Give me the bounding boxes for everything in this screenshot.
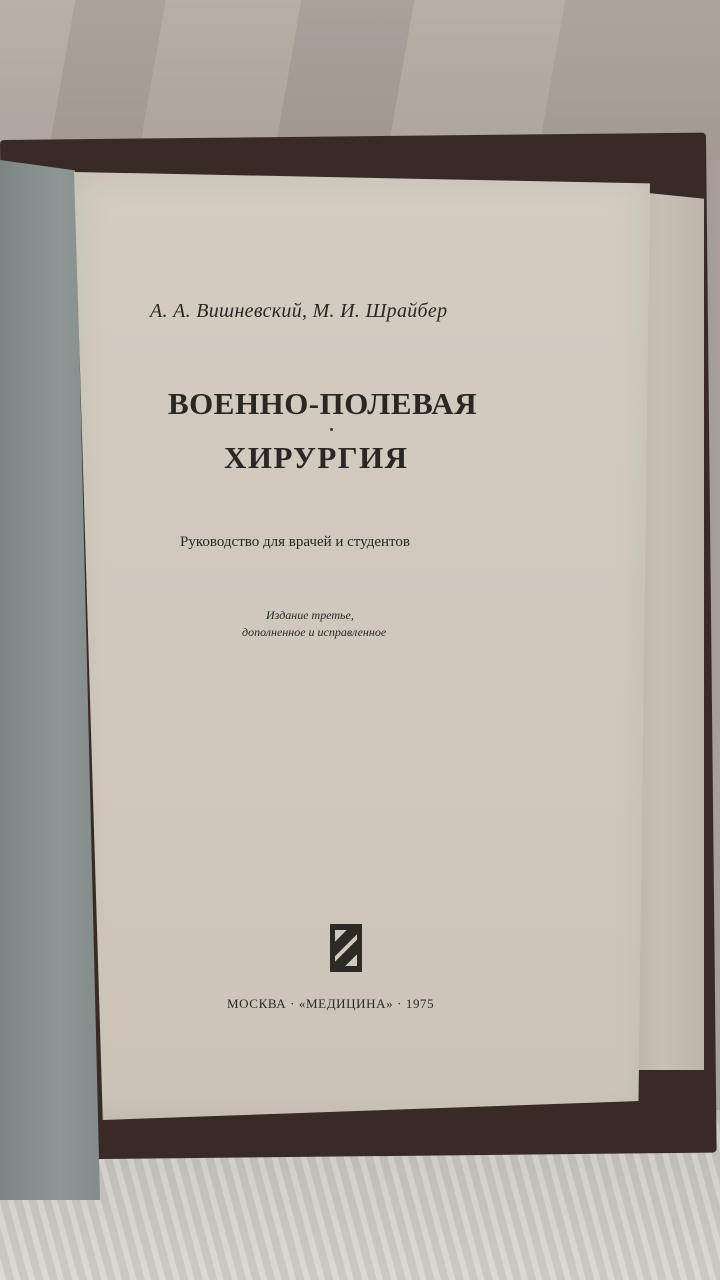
publisher-logo-icon <box>330 924 362 972</box>
edition-line-1: Издание третье, <box>266 608 354 622</box>
book-title-line-1: ВОЕННО-ПОЛЕВАЯ <box>168 386 478 421</box>
edition-line-2: дополненное и исправленное <box>242 625 387 639</box>
publisher-imprint: МОСКВА · «МЕДИЦИНА» · 1975 <box>227 996 435 1011</box>
book-title-line-2: ХИРУРГИЯ <box>224 440 409 475</box>
book-subtitle: Руководство для врачей и студентов <box>180 534 410 550</box>
authors-line: А. А. Вишневский, М. И. Шрайбер <box>150 300 448 322</box>
print-speck <box>330 428 333 431</box>
